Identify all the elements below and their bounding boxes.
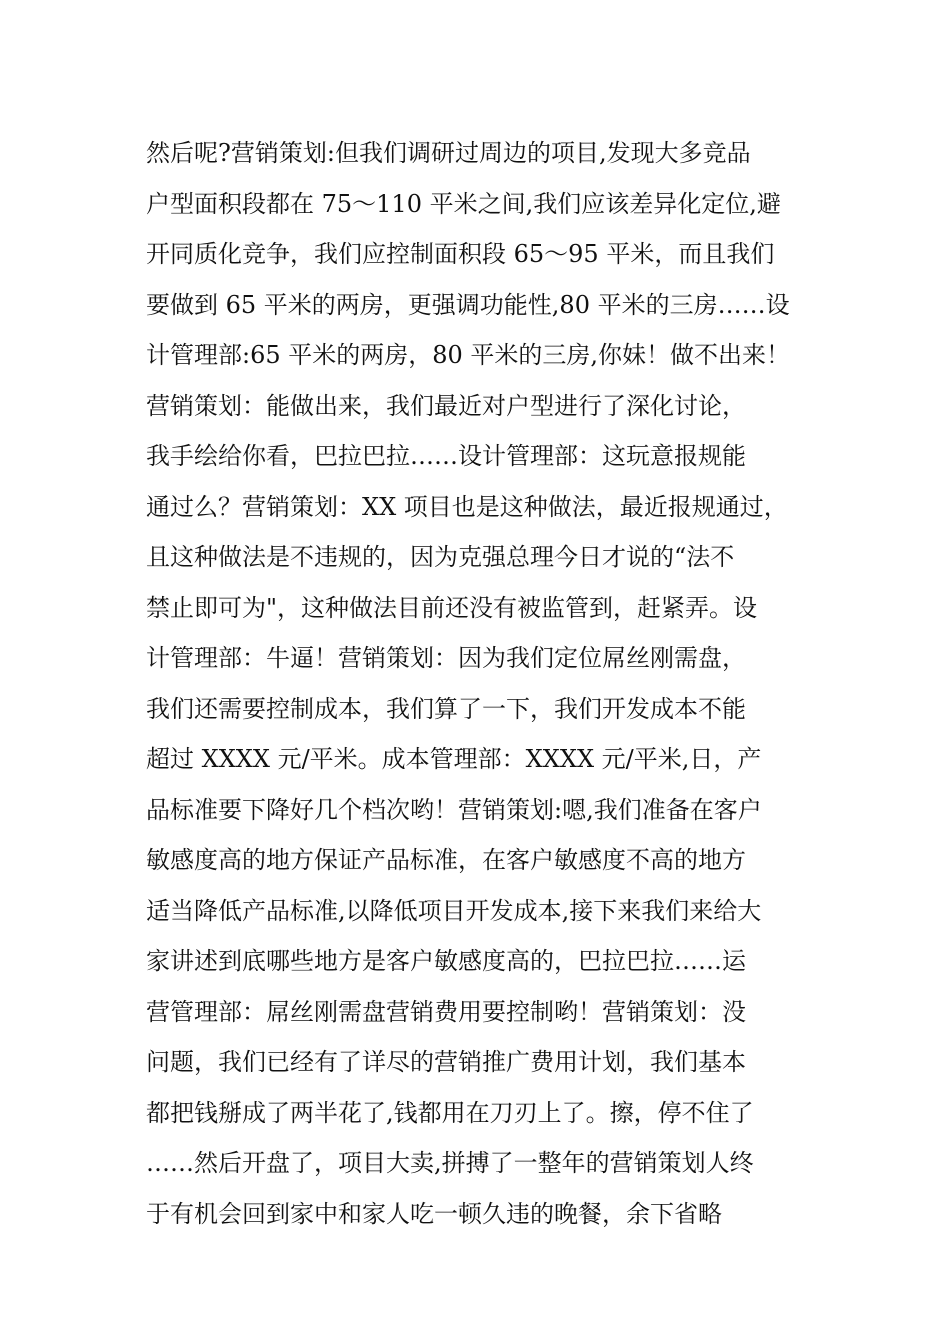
text-line: 营销策划：能做出来，我们最近对户型进行了深化讨论，	[146, 391, 746, 420]
text-line: 敏感度高的地方保证产品标准，在客户敏感度不高的地方	[146, 846, 746, 874]
text-line: 我手绘给你看，巴拉巴拉……设计管理部：这玩意报规能	[146, 442, 746, 470]
text-line: 然后呢?营销策划:但我们调研过周边的项目,发现大多竞品	[146, 139, 751, 167]
text-line: 适当降低产品标准,以降低项目开发成本,接下来我们来给大	[146, 896, 762, 925]
text-line: 超过 XXXX 元/平米。成本管理部：XXXX 元/平米,日，产	[146, 745, 762, 773]
text-line: 营管理部：屌丝刚需盘营销费用要控制哟！营销策划：没	[146, 997, 746, 1026]
text-line: 品标准要下降好几个档次哟！营销策划:嗯,我们准备在客户	[146, 795, 762, 824]
text-line: 我们还需要控制成本，我们算了一下，我们开发成本不能	[146, 694, 746, 723]
text-line: 禁止即可为"，这种做法目前还没有被监管到，赶紧弄。设	[146, 593, 758, 622]
body-text	[146, 128, 826, 1239]
text-line: 家讲述到底哪些地方是客户敏感度高的，巴拉巴拉……运	[146, 947, 746, 975]
text-line: 开同质化竞争，我们应控制面积段 65～95 平米，而且我们	[146, 240, 775, 268]
text-line: 要做到 65 平米的两房，更强调功能性,80 平米的三房……设	[146, 290, 790, 319]
text-line: 都把钱掰成了两半花了,钱都用在刀刃上了。擦，停不住了	[146, 1098, 754, 1127]
text-line: 计管理部：牛逼！营销策划：因为我们定位屌丝刚需盘，	[146, 644, 746, 672]
text-line: 计管理部:65 平米的两房，80 平米的三房,你妹！做不出来！	[146, 341, 791, 369]
text-line: 且这种做法是不违规的，因为克强总理今日才说的“法不	[146, 543, 735, 571]
text-line: 通过么？营销策划：XX 项目也是这种做法，最近报规通过，	[146, 492, 788, 521]
text-line: ……然后开盘了，项目大卖,拼搏了一整年的营销策划人终	[146, 1149, 754, 1177]
text-line: 户型面积段都在 75～110 平米之间,我们应该差异化定位,避	[146, 189, 781, 218]
text-line: 问题，我们已经有了详尽的营销推广费用计划，我们基本	[146, 1048, 746, 1076]
text-line: 于有机会回到家中和家人吃一顿久违的晚餐，余下省略	[146, 1199, 722, 1228]
